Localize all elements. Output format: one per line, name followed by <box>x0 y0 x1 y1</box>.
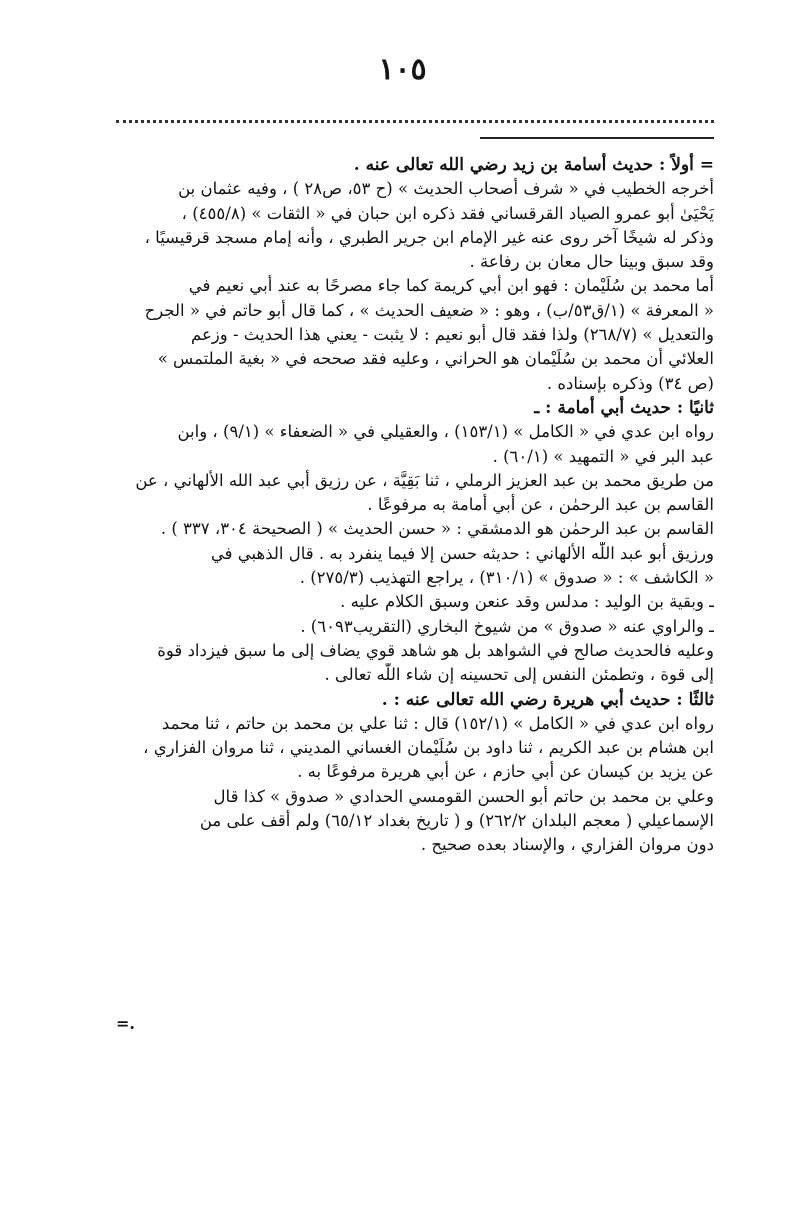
text-line: ـ والراوي عنه « صدوق » من شيوخ البخاري (التقريب٦٠٩٣) . <box>300 616 714 636</box>
footnote-rule <box>480 137 714 139</box>
text-line: رواه ابن عدي في « الكامل » (١٥٣/١) ، والعقيلي في « الضعفاء » (٩/١) ، وابن <box>177 422 714 442</box>
text-line: أما محمد بن سُلَيْمان : فهو ابن أبي كريمة كما جاء مصرحًا به عند أبي نعيم في <box>188 276 714 296</box>
text-line: ـ وبقية بن الوليد : مدلس وقد عنعن وسبق الكلام عليه . <box>340 592 714 612</box>
text-line: ورزيق أبو عبد اللّٰه الألهاني : حديثه حسن إلا فيما ينفرد به . قال الذهبي في <box>210 543 714 563</box>
text-line: إلى قوة ، وتطمئن النفس إلى تحسينه إن شاء اللّٰه تعالى . <box>324 665 714 685</box>
text-line: يَحْيَىٰ أبو عمرو الصياد القرقساني فقد ذكره ابن حبان في « الثقات » (٤٥٥/٨) ، <box>181 203 714 223</box>
text-line: دون مروان الفزاري ، والإسناد بعده صحيح . <box>420 835 714 855</box>
text-line: وعلي بن محمد بن حاتم أبو الحسن القومسي الحدادي « صدوق » كذا قال <box>213 786 714 806</box>
text-line: وقد سبق وبينا حال معان بن رفاعة . <box>469 252 714 272</box>
text-line: من طريق محمد بن عبد العزيز الرملي ، ثنا بَقِيَّة ، عن رزيق أبي عبد الله الألهاني ، عن <box>135 470 714 490</box>
heading-second: ثانيًا : حديث أبي أمامة : ـ <box>534 397 714 418</box>
text-line: القاسم بن عبد الرحمٰن هو الدمشقي : « حسن الحديث » ( الصحيحة ٣٠٤، ٣٣٧ ) . <box>160 519 714 539</box>
page-number: ١٠٥ <box>378 52 427 87</box>
text-line: وذكر له شيخًا آخر روى عنه غير الإمام ابن جرير الطبري ، وأنه إمام مسجد قرقيسيًا ، <box>144 227 714 247</box>
text-line: العلائي أن محمد بن سُلَيْمان هو الحراني ، وعليه فقد صححه في « بغية الملتمس » <box>157 349 714 369</box>
text-line: الإسماعيلي ( معجم البلدان ٢٦٢/٢) و ( تاريخ بغداد ٦٥/١٢) ولم أقف على من <box>199 811 714 831</box>
text-line: وعليه فالحديث صالح في الشواهد بل هو شاهد قوي يضاف إلى ما سبق فيزداد قوة <box>157 640 714 660</box>
text-line: والتعديل » (٢٦٨/٧) ولذا فقد قال أبو نعيم : لا يثبت - يعني هذا الحديث - وزعم <box>190 325 714 345</box>
text-line: عبد البر في « التمهيد » (٦٠/١) . <box>492 446 714 466</box>
dotted-separator <box>116 120 714 123</box>
heading-third: ثالثًا : حديث أبي هريرة رضي الله تعالى عنه : . <box>381 689 714 710</box>
closing-mark: =. <box>116 1014 135 1033</box>
text-line: ابن هشام بن عبد الكريم ، ثنا داود بن سُلَيْمان الغساني المديني ، ثنا مروان الفزاري ، <box>143 738 714 758</box>
text-line: (ص ٣٤) وذكره بإسناده . <box>546 373 714 393</box>
text-line: القاسم بن عبد الرحمٰن ، عن أبي أمامة به مرفوعًا . <box>367 495 714 515</box>
text-line: أخرجه الخطيب في « شرف أصحاب الحديث » (ح ٥٣، ص٢٨ ) ، وفيه عثمان بن <box>178 179 714 199</box>
body-text <box>114 153 714 858</box>
heading-first: = أولاً : حديث أسامة بن زيد رضي الله تعالى عنه . <box>353 155 714 175</box>
text-line: عن يزيد بن كيسان عن أبي حازم ، عن أبي هريرة مرفوعًا به . <box>297 762 714 782</box>
text-line: رواه ابن عدي في « الكامل » (١٥٢/١) قال : ثنا علي بن محمد بن حاتم ، ثنا محمد <box>161 713 714 733</box>
text-line: « المعرفة » (١/ق٥٣/ب) ، وهو : « ضعيف الحديث » ، كما قال أبو حاتم في « الجرح <box>144 300 714 320</box>
text-line: « الكاشف » : « صدوق » (٣١٠/١) ، يراجع التهذيب (٢٧٥/٣) . <box>299 568 714 588</box>
